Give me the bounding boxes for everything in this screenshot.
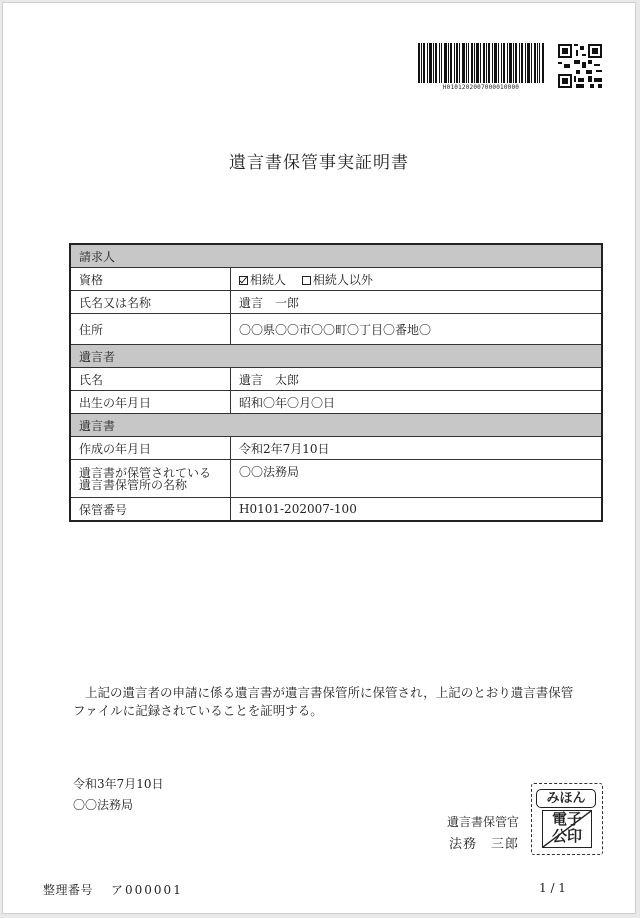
- statement-line-2: ファイルに記録されていることを証明する。: [73, 703, 323, 718]
- option-non-heir-label: 相続人以外: [312, 272, 373, 287]
- label-storage-office: [70, 460, 231, 498]
- statement-line-1: 上記の遺言者の申請に係る遺言書が遺言書保管所に保管され，上記のとおり遺言書保管: [85, 685, 574, 700]
- label-birth-date: 出生の年月日: [70, 391, 231, 414]
- barcode-bars: [418, 43, 544, 83]
- option-heir-label: 相続人: [250, 272, 287, 287]
- qr-code: [558, 44, 602, 88]
- label-storage-office-line1: 遺言書が保管されている: [79, 465, 212, 480]
- section-will: 遺言書: [70, 414, 602, 437]
- officer-title: 遺言書保管官: [447, 815, 520, 829]
- issue-date: 令和3年7月10日: [73, 777, 164, 791]
- barcode-number: H0101202007000010000: [442, 84, 520, 91]
- seal-line-1: 電子: [551, 810, 582, 828]
- label-requester-name: 氏名又は名称: [70, 291, 231, 314]
- reference-number: [43, 881, 183, 898]
- page-number: 1 / 1: [539, 881, 566, 895]
- checkbox-unchecked-icon: [302, 276, 311, 285]
- creation-date-value: 令和2年7月10日: [231, 437, 603, 460]
- barcode: [418, 43, 544, 91]
- section-testator: 遺言者: [70, 345, 602, 368]
- seal-sample-label: みほん: [536, 789, 596, 808]
- storage-number-value: H0101-202007-100: [231, 498, 603, 522]
- certification-statement: [73, 684, 593, 720]
- option-non-heir: [302, 273, 373, 287]
- label-address: 住所: [70, 314, 231, 345]
- storage-office-value: 〇〇法務局: [231, 460, 603, 498]
- qualification-value: [231, 268, 603, 291]
- label-testator-name: 氏名: [70, 368, 231, 391]
- seal-stamp-box: [542, 810, 592, 848]
- testator-name-value: 遺言 太郎: [231, 368, 603, 391]
- address-value: 〇〇県〇〇市〇〇町〇丁目〇番地〇: [231, 314, 603, 345]
- label-creation-date: 作成の年月日: [70, 437, 231, 460]
- reference-value: ア000001: [111, 883, 183, 897]
- officer-name: 法務 三郎: [449, 837, 520, 852]
- electronic-seal: [531, 783, 603, 855]
- reference-label: 整理番号: [43, 883, 94, 897]
- issuing-office: 〇〇法務局: [73, 798, 134, 812]
- label-storage-office-line2: 遺言書保管所の名称: [79, 477, 188, 492]
- label-storage-number: 保管番号: [70, 498, 231, 522]
- certificate-table: [69, 243, 603, 522]
- seal-line-2: 公印: [551, 827, 582, 845]
- certificate-page: [2, 2, 636, 914]
- section-requester: 請求人: [70, 244, 602, 268]
- requester-name-value: 遺言 一郎: [231, 291, 603, 314]
- birth-date-value: 昭和〇年〇月〇日: [231, 391, 603, 414]
- document-title: 遺言書保管事実証明書: [229, 153, 409, 173]
- label-qualification: 資格: [70, 268, 231, 291]
- checkbox-checked-icon: [239, 276, 248, 285]
- option-heir: [239, 273, 286, 287]
